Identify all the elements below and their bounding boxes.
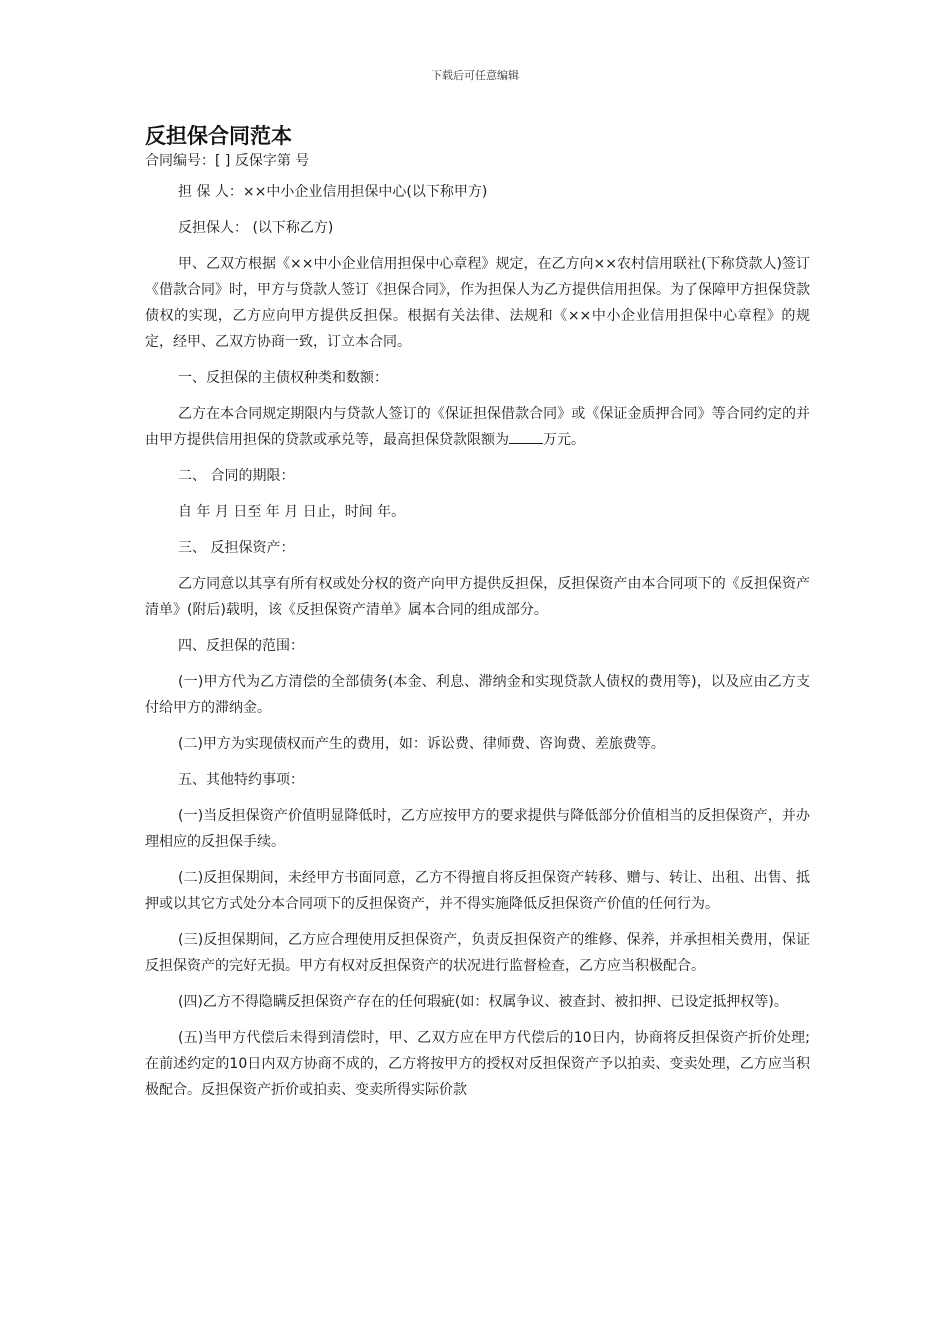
section-5-item-2: (二)反担保期间，未经甲方书面同意，乙方不得擅自将反担保资产转移、赠与、转让、出租、出售、抵押或以其它方式处分本合同项下的反担保资产，并不得实施降低反担保资产价值的任何行为。 <box>145 870 810 912</box>
counter-guarantor-line: 反担保人： (以下称乙方) <box>178 220 334 236</box>
section-3-body: 乙方同意以其享有所有权或处分权的资产向甲方提供反担保，反担保资产由本合同项下的《反担保资产清单》(附后)载明，该《反担保资产清单》属本合同的组成部分。 <box>145 576 810 618</box>
section-2-body: 自 年 月 日至 年 月 日止，时间 年。 <box>178 504 406 520</box>
section-1-body <box>145 401 810 453</box>
amount-blank <box>509 429 543 444</box>
document-title: 反担保合同范本 <box>145 124 292 148</box>
section-1-text: 乙方在本合同规定期限内与贷款人签订的《保证担保借款合同》或《保证金质押合同》等合同约定的并由甲方提供信用担保的贷款或承兑等，最高担保贷款限额为 <box>145 406 810 448</box>
header-note: 下载后可任意编辑 <box>431 69 519 82</box>
section-4-heading: 四、反担保的范围： <box>178 638 304 654</box>
contract-number: 合同编号：[ ] 反保字第 号 <box>145 153 310 169</box>
section-5-heading: 五、其他特约事项： <box>178 772 304 788</box>
preamble-paragraph: 甲、乙双方根据《××中小企业信用担保中心章程》规定，在乙方向××农村信用联社(下称贷款人)签订《借款合同》时，甲方与贷款人签订《担保合同》，作为担保人为乙方提供信用担保。为了保障甲方担保贷款债权的实现，乙方应向甲方提供反担保。根据有关法律、法规和《××中小企业信用担保中心章程》的规定，经甲、乙双方协商一致，订立本合同。 <box>145 256 810 350</box>
section-2-heading: 二、 合同的期限： <box>178 468 295 484</box>
section-1-heading: 一、反担保的主债权种类和数额： <box>178 370 388 386</box>
section-5-item-1: (一)当反担保资产价值明显降低时，乙方应按甲方的要求提供与降低部分价值相当的反担保资产，并办理相应的反担保手续。 <box>145 808 810 850</box>
section-5-item-5: (五)当甲方代偿后未得到清偿时，甲、乙双方应在甲方代偿后的10日内，协商将反担保资产折价处理;在前述约定的10日内双方协商不成的，乙方将按甲方的授权对反担保资产予以拍卖、变卖处理，乙方应当积极配合。反担保资产折价或拍卖、变卖所得实际价款 <box>145 1030 810 1098</box>
section-3-heading: 三、 反担保资产： <box>178 540 295 556</box>
document-body <box>145 122 810 1113</box>
guarantor-line: 担 保 人：××中小企业信用担保中心(以下称甲方) <box>178 184 488 200</box>
section-1-unit: 万元。 <box>543 432 585 448</box>
section-5-item-4: (四)乙方不得隐瞒反担保资产存在的任何瑕疵(如：权属争议、被查封、被扣押、已设定抵押权等)。 <box>178 994 788 1010</box>
section-4-item-1: (一)甲方代为乙方清偿的全部债务(本金、利息、滞纳金和实现贷款人债权的费用等)，以及应由乙方支付给甲方的滞纳金。 <box>145 674 810 716</box>
section-5-item-3: (三)反担保期间，乙方应合理使用反担保资产，负责反担保资产的维修、保养，并承担相关费用，保证反担保资产的完好无损。甲方有权对反担保资产的状况进行监督检查，乙方应当积极配合。 <box>145 932 810 974</box>
section-4-item-2: (二)甲方为实现债权而产生的费用，如：诉讼费、律师费、咨询费、差旅费等。 <box>178 736 665 752</box>
